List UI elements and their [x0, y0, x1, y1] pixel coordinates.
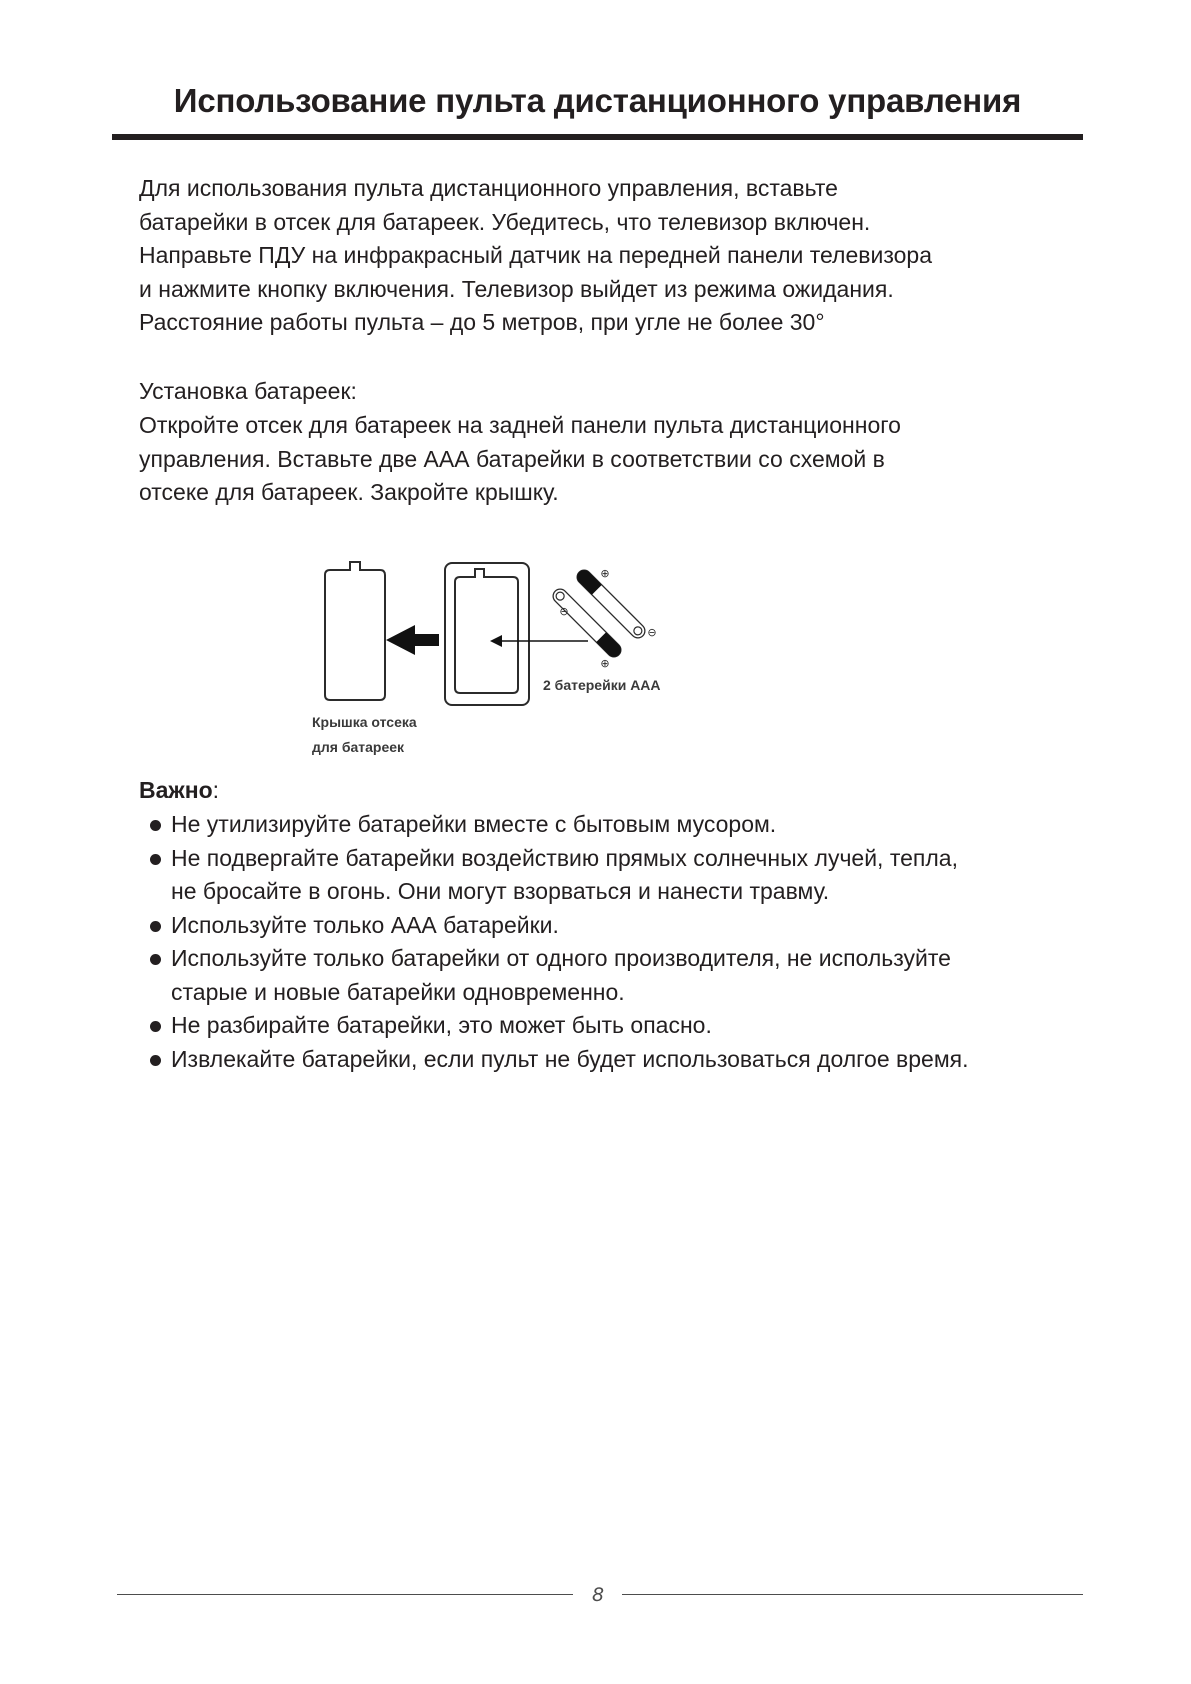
important-list	[139, 808, 1089, 1076]
list-item	[139, 1009, 1089, 1043]
installation-line: Откройте отсек для батареек на задней панели пульта дистанционного	[139, 412, 901, 438]
bullet-icon	[150, 954, 161, 965]
page-title: Использование пульта дистанционного управления	[173, 82, 1022, 119]
important-label: Важно	[139, 777, 213, 803]
list-item-text: не бросайте в огонь. Они могут взорваться и нанести травму.	[171, 878, 830, 904]
footer-divider-left	[117, 1594, 573, 1595]
intro-line: и нажмите кнопку включения. Телевизор выйдет из режима ожидания.	[139, 275, 894, 302]
minus-sign: ⊖	[647, 626, 657, 639]
installation-heading-text: Установка батареек:	[139, 378, 357, 404]
list-item	[139, 909, 1089, 943]
bullet-icon	[150, 1021, 161, 1032]
list-item-text: Извлекайте батарейки, если пульт не будет использоваться долгое время.	[171, 1045, 969, 1072]
footer-divider-right	[622, 1594, 1083, 1595]
aaa-batteries-icon	[550, 567, 656, 670]
intro-line: Направьте ПДУ на инфракрасный датчик на передней панели телевизора	[139, 242, 932, 268]
plus-sign: ⊕	[600, 657, 610, 670]
cover-label-line: Крышка отсека	[312, 714, 417, 730]
list-item-text: Не утилизируйте батарейки вместе с бытовым мусором.	[171, 811, 777, 837]
list-item-text: Не подвергайте батарейки воздействию прямых солнечных лучей, тепла,	[171, 844, 958, 871]
battery-installation-diagram	[300, 550, 700, 770]
list-item	[139, 1043, 1089, 1077]
bullet-icon	[150, 820, 161, 831]
list-item-text: Используйте только ААА батарейки.	[171, 911, 559, 938]
list-item	[139, 942, 1089, 1009]
list-item-text: Не разбирайте батарейки, это может быть опасно.	[171, 1012, 712, 1038]
arrow-left-icon	[386, 625, 439, 655]
batteries-label: 2 батерейки ААА	[543, 677, 661, 693]
installation-heading	[139, 375, 1079, 409]
battery-compartment-icon	[445, 563, 529, 705]
title-underline	[112, 134, 1083, 140]
list-item-text: Используйте только батарейки от одного производителя, не используйте	[171, 945, 951, 971]
intro-line: Для использования пульта дистанционного управления, вставьте	[139, 175, 838, 201]
list-item	[139, 808, 1089, 842]
installation-paragraph	[139, 409, 1079, 510]
list-item-text: старые и новые батарейки одновременно.	[171, 978, 625, 1005]
intro-line: батарейки в отсек для батареек. Убедитесь, что телевизор включен.	[139, 208, 871, 235]
plus-sign: ⊕	[600, 567, 610, 580]
installation-line: управления. Вставьте две ААА батарейки в соответствии со схемой в	[139, 445, 885, 472]
list-item	[139, 842, 1089, 909]
intro-line: Расстояние работы пульта – до 5 метров, при угле не более 30°	[139, 309, 825, 335]
bullet-icon	[150, 1055, 161, 1066]
cover-label	[312, 710, 417, 760]
insert-arrow-icon	[490, 635, 588, 647]
bullet-icon	[150, 921, 161, 932]
important-colon: :	[212, 777, 220, 803]
minus-sign: ⊖	[559, 605, 569, 618]
intro-paragraph	[139, 172, 1079, 340]
installation-line: отсеке для батареек. Закройте крышку.	[139, 479, 559, 505]
battery-cover-icon	[325, 562, 385, 700]
cover-label-line: для батареек	[312, 739, 405, 755]
important-heading	[139, 774, 219, 808]
page-number: 8	[591, 1584, 605, 1606]
bullet-icon	[150, 854, 161, 865]
